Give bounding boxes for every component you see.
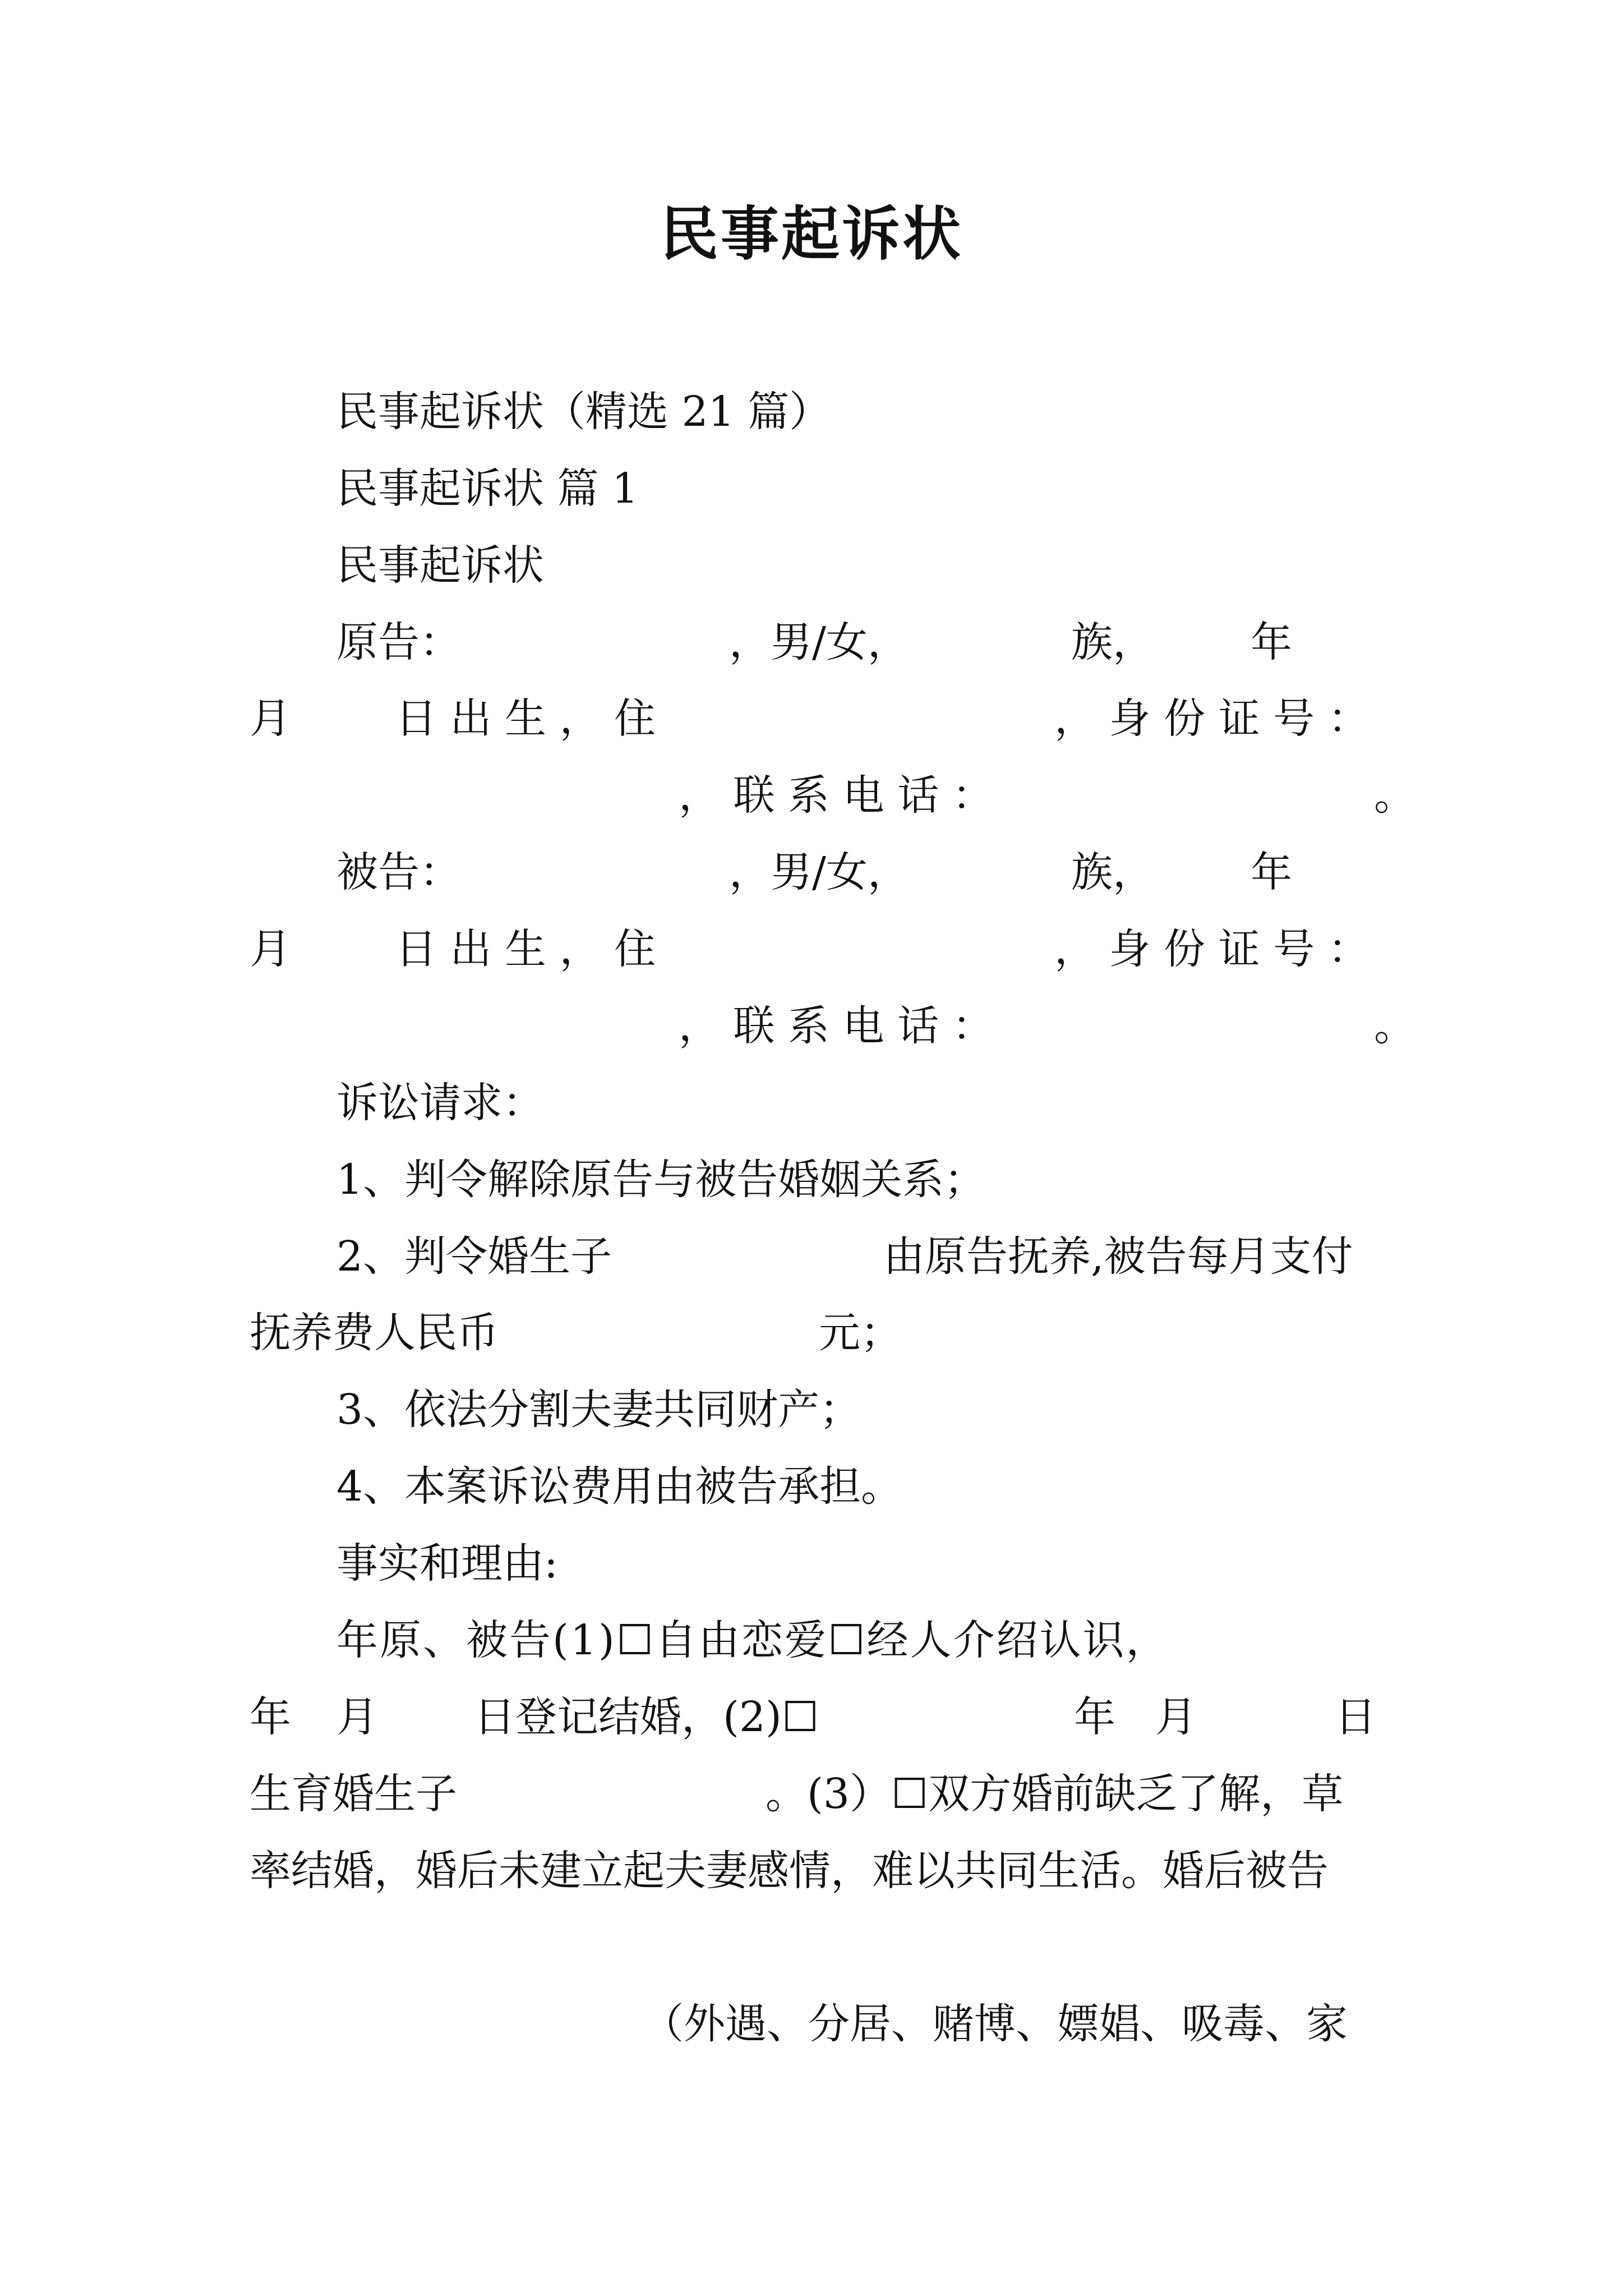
plaintiff-phone: ， 联 系 电 话 ：	[679, 771, 994, 820]
claim-1: 1、判令解除原告与被告婚姻关系；	[336, 1156, 986, 1204]
defendant-month: 月	[250, 925, 291, 973]
plaintiff-id: ， 身 份 证 号 ：	[1054, 694, 1370, 743]
defendant-id: ， 身 份 证 号 ：	[1054, 925, 1370, 973]
plaintiff-month: 月	[250, 694, 291, 743]
facts-line-2-month2: 月	[1155, 1693, 1197, 1741]
plaintiff-year: 年	[1251, 618, 1292, 666]
facts-heading: 事实和理由:	[336, 1539, 558, 1588]
facts-line-5: （外遇、分居、赌博、嫖娼、吸毒、家	[642, 2000, 1348, 2048]
facts-line-3-part-a: 生育婚生子	[250, 1770, 457, 1818]
facts-line-4: 率结婚，婚后未建立起夫妻感情，难以共同生活。婚后被告	[250, 1847, 1329, 1895]
section-heading: 民事起诉状 篇 1	[336, 464, 639, 513]
defendant-birth: 日 出 生 ， 住	[395, 925, 656, 973]
claim-2-part-c: 抚养费人民币	[250, 1309, 499, 1357]
facts-line-2-year2: 年	[1074, 1693, 1115, 1741]
defendant-year: 年	[1251, 848, 1292, 896]
facts-line-2-rest: 日登记结婚，(2)☐	[474, 1693, 819, 1741]
plaintiff-label: 原告：	[336, 618, 461, 666]
claim-4: 4、本案诉讼费用由被告承担。	[336, 1462, 903, 1511]
claim-2-part-a: 2、判令婚生子	[336, 1232, 612, 1281]
facts-line-2-month: 月	[336, 1693, 378, 1741]
claim-2-part-d: 元；	[819, 1309, 902, 1357]
defendant-gender: ，男/女，	[729, 848, 909, 896]
intro-line: 民事起诉状（精选 21 篇）	[336, 388, 831, 436]
facts-line-3-part-b: 。(3）☐双方婚前缺乏了解，草	[766, 1770, 1344, 1818]
claim-2-part-b: 由原告抚养,被告每月支付	[883, 1232, 1353, 1281]
document-title: 民事起诉状	[660, 199, 963, 268]
defendant-end: 。	[1374, 1002, 1415, 1050]
claim-3: 3、依法分割夫妻共同财产；	[336, 1386, 861, 1434]
plaintiff-end: 。	[1374, 771, 1415, 820]
claims-heading: 诉讼请求：	[336, 1079, 544, 1127]
plaintiff-birth: 日 出 生 ， 住	[395, 694, 656, 743]
defendant-label: 被告：	[336, 848, 461, 896]
defendant-ethnic: 族，	[1071, 848, 1154, 896]
facts-line-2-day2: 日	[1335, 1693, 1376, 1741]
facts-line-2-year: 年	[250, 1693, 291, 1741]
defendant-phone: ， 联 系 电 话 ：	[679, 1002, 994, 1050]
plaintiff-gender: ，男/女，	[729, 618, 909, 666]
facts-line-1: 年原、被告(1)☐自由恋爱☐经人介绍认识，	[336, 1616, 1169, 1664]
plaintiff-ethnic: 族，	[1071, 618, 1154, 666]
sub-heading: 民事起诉状	[336, 541, 544, 590]
